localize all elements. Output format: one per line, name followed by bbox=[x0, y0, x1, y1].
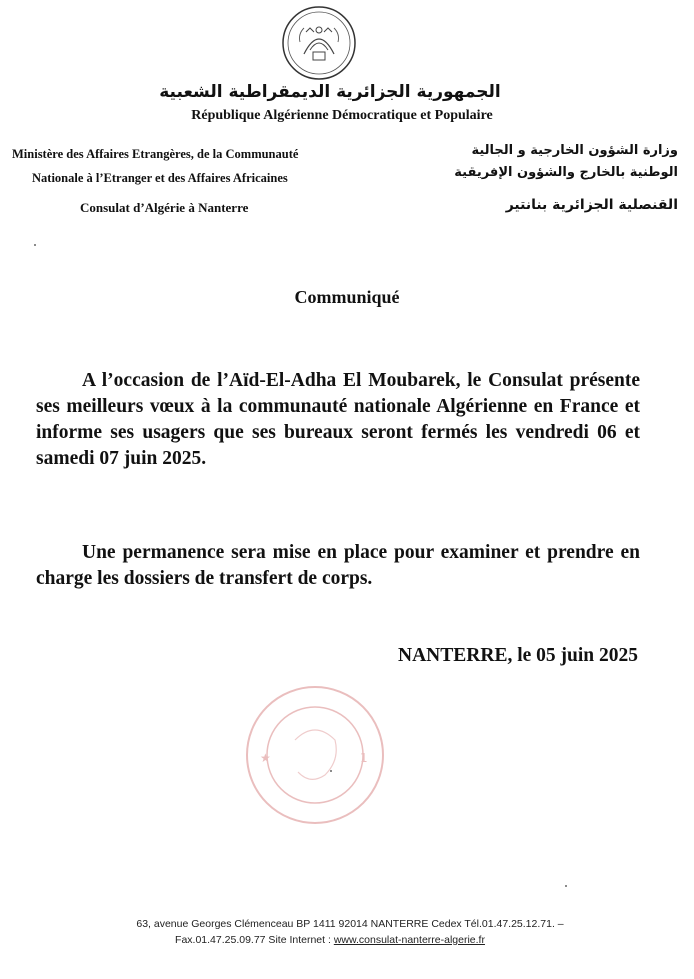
document-heading: Communiqué bbox=[294, 287, 400, 307]
french-ministry-block bbox=[12, 142, 362, 190]
arabic-republic-title: الجمهورية الجزائرية الديمقراطية الشعبية bbox=[159, 82, 501, 102]
footer-fax-website bbox=[70, 932, 630, 948]
paragraph-permanence: Une permanence sera mise en place pour examiner et prendre en charge les dossiers de transfert de corps. bbox=[36, 542, 640, 589]
footer-contact bbox=[70, 916, 630, 948]
french-consulate-name: Consulat d’Algérie à Nanterre bbox=[80, 200, 249, 215]
svg-text:1: 1 bbox=[360, 751, 368, 765]
paragraph-announcement: A l’occasion de l’Aïd-El-Adha El Moubarek, le Consulat présente ses meilleurs vœux à la communauté nationale Algérienne en France et informe ses usagers que ses bureaux seront fermés les vendredi 06 et samedi 07 juin 2025. bbox=[36, 370, 640, 469]
scan-speck bbox=[34, 244, 36, 246]
arabic-ministry-line-2: الوطنية بالخارج والشؤون الإفريقية bbox=[454, 165, 678, 180]
scan-speck bbox=[565, 885, 567, 887]
footer-address: 63, avenue Georges Clémenceau BP 1411 92014 NANTERRE Cedex Tél.01.47.25.12.71. – bbox=[136, 918, 564, 930]
french-republic-title: République Algérienne Démocratique et Populaire bbox=[191, 108, 493, 123]
national-emblem-icon bbox=[280, 4, 358, 82]
french-ministry-line-2: Nationale à l’Etranger et des Affaires Africaines bbox=[32, 171, 288, 185]
arabic-consulate-name: القنصلية الجزائرية بنانتير bbox=[505, 197, 678, 213]
french-ministry-line-1: Ministère des Affaires Etrangères, de la Communauté bbox=[12, 147, 299, 161]
website-link[interactable]: www.consulat-nanterre-algerie.fr bbox=[333, 934, 485, 946]
arabic-ministry-line-1: وزارة الشؤون الخارجية و الجالية bbox=[471, 143, 678, 158]
arabic-ministry-block bbox=[420, 140, 678, 184]
svg-text:★: ★ bbox=[260, 751, 271, 765]
place-and-date: NANTERRE, le 05 juin 2025 bbox=[398, 645, 638, 666]
consulate-stamp-icon bbox=[240, 680, 390, 830]
scan-speck bbox=[330, 770, 332, 772]
footer-fax: Fax.01.47.25.09.77 Site Internet : bbox=[175, 934, 334, 946]
